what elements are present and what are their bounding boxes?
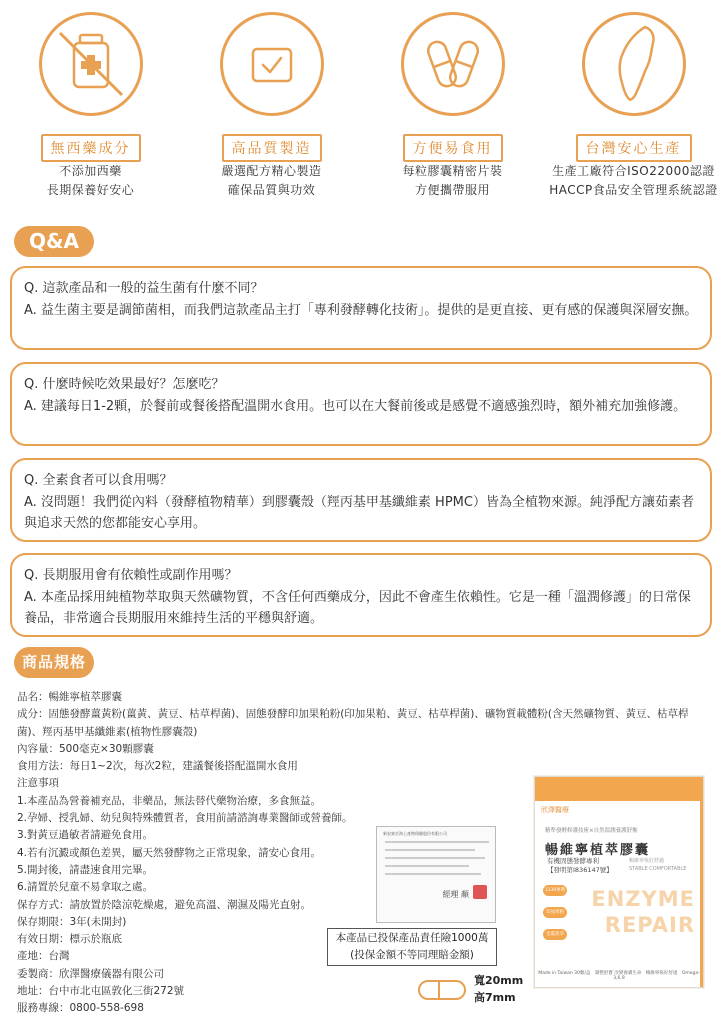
feature-line: 長期保養好安心 (46, 183, 135, 197)
product-tag: 1130專利 (543, 885, 567, 896)
product-tag: 印加果粕 (543, 907, 567, 918)
certificate-line (385, 873, 481, 875)
feature-high-quality (181, 0, 362, 205)
feature-description (543, 162, 724, 200)
product-tag: 金薑黃萃 (543, 929, 567, 940)
spec-note: 3.對黃豆過敏者請避免食用。 (17, 829, 154, 842)
feature-easy-to-take (362, 0, 543, 205)
spec-name: 品名：暢維寧植萃膠囊 (17, 691, 122, 703)
feature-line: 方便攜帶服用 (414, 183, 490, 197)
spec-note: 4.若有沉澱或顏色差異，屬天然發酵物之正常現象，請安心食用。 (17, 846, 322, 859)
quality-check-icon (220, 12, 324, 116)
product-patent (547, 857, 613, 875)
product-patent-line: 有機固態發酵專利 (547, 857, 599, 865)
product-comfort-en: STABLE COMFORTABLE (629, 866, 687, 872)
certificate-line (385, 857, 485, 859)
qa-card (10, 553, 712, 637)
qa-answer: A. 建議每日1-2顆，於餐前或餐後搭配溫開水食用。也可以在大餐前後或是感覺不適感強烈時，額外補充加強修護。 (24, 399, 687, 414)
spec-manufacturer: 委製商：欣澤醫療儀器有限公司 (17, 967, 164, 980)
spec-address: 地址：台中市北屯區敦化三街272號 (17, 985, 185, 998)
qa-card (10, 362, 712, 446)
product-title: 暢維寧植萃膠囊 (545, 843, 651, 858)
feature-description (362, 162, 543, 200)
insurance-certificate-image (376, 826, 496, 923)
product-footer: Made in Taiwan 30顆/盒 調整舒寶 改變養膚生命 暢維寧恢好舒適 Omega-3,6,9 (538, 971, 700, 981)
certificate-line (385, 849, 475, 851)
product-patent-number: 【發明第I836147號】 (547, 866, 613, 874)
feature-made-in-taiwan (543, 0, 724, 205)
feature-description (0, 162, 181, 200)
feature-description (181, 162, 362, 200)
feature-label: 台灣安心生產 (576, 134, 692, 162)
capsule-width: 寬20mm (474, 974, 524, 987)
qa-answer: A. 本產品採用純植物萃取與天然礦物質，不含任何西藥成分，因此不會產生依賴性。它是一種「溫潤修護」的日常保養品，非常適合長期服用來維持生活的平穩與舒適。 (24, 590, 691, 626)
qa-card (10, 458, 712, 542)
feature-label: 高品質製造 (222, 134, 322, 162)
spec-ingredients: 成分：固態發酵薑黃粉(薑黃、黃豆、枯草桿菌)、固態發酵印加果粕粉(印加果粕、黃豆、枯草桿菌)、礦物質載體粉(含天然礦物質、黃豆、枯草桿菌)、羥丙基甲基纖維素(植物性膠囊殼) (17, 708, 689, 738)
feature-line: 確保品質與功效 (227, 183, 316, 197)
feature-no-western-medicine (0, 0, 181, 205)
spec-storage: 保存方式：請放置於陰涼乾燥處，避免高溫、潮濕及陽光直射。 (17, 898, 311, 911)
spec-note: 2.孕婦、授乳婦、幼兒與特殊體質者，食用前請諮詢專業醫師或營養師。 (17, 812, 353, 825)
capsule-icon (401, 12, 505, 116)
certificate-line (385, 865, 469, 867)
product-side-stripe (700, 777, 703, 987)
qa-question: Q. 長期服用會有依賴性或副作用嗎？ (24, 568, 238, 583)
certificate-signature: 經理 顏 (442, 890, 469, 899)
spec-usage: 食用方法：每日1~2次，每次2粒，建議餐後搭配溫開水食用 (17, 760, 298, 773)
capsule-height: 高7mm (474, 991, 516, 1004)
product-big-text: ENZYME (591, 887, 695, 911)
qa-question: Q. 這款產品和一般的益生菌有什麼不同？ (24, 281, 264, 296)
feature-line: HACCP食品安全管理系統認證 (549, 183, 718, 197)
spec-shelf-life: 保存期限：3年(未開封) (17, 915, 127, 928)
spec-expiry: 有效日期：標示於瓶底 (17, 933, 122, 946)
spec-section-title: 商品規格 (14, 647, 94, 678)
product-comfort (629, 857, 686, 873)
insurance-line: 本產品已投保產品責任險1000萬 (335, 932, 489, 944)
certificate-stamp (473, 885, 487, 899)
certificate-header: 新安東京海上產物保險股份有限公司 (383, 831, 447, 836)
feature-line: 生產工廠符合ISO22000認證 (552, 164, 715, 178)
spec-notes-title: 注意事項 (17, 777, 59, 790)
qa-card (10, 266, 712, 350)
product-tagline: 精準發酵修護技術×自然溫潤養護舒衡 (545, 828, 638, 834)
insurance-line: (投保金額不等同理賠金額) (350, 949, 474, 961)
feature-row (0, 0, 724, 205)
spec-hotline: 服務專線：0800-558-698 (17, 1002, 144, 1015)
spec-note: 1.本產品為營養補充品，非藥品，無法替代藥物治療，多食無益。 (17, 794, 322, 807)
certificate-line (385, 841, 489, 843)
product-top-band (535, 777, 703, 801)
product-comfort-line: 暢維寧恢好舒適 (629, 858, 665, 864)
qa-question: Q. 什麼時候吃效果最好？怎麼吃？ (24, 377, 225, 392)
taiwan-map-icon (582, 12, 686, 116)
spec-note: 6.請置於兒童不易拿取之處。 (17, 881, 154, 894)
product-box-image (534, 776, 704, 988)
feature-line: 嚴選配方精心製造 (221, 164, 322, 178)
product-brand: 欣澤醫療 (541, 806, 569, 814)
qa-section-title: Q&A (14, 226, 94, 257)
qa-answer: A. 沒問題！我們從內料（發酵植物精華）到膠囊殼（羥丙基甲基纖維素 HPMC）皆為全植物來源。純淨配方讓茹素者與追求天然的您都能安心享用。 (24, 495, 694, 531)
insurance-note (327, 928, 497, 966)
feature-line: 每粒膠囊精密片裝 (402, 164, 503, 178)
feature-label: 方便易食用 (403, 134, 503, 162)
qa-question: Q. 全素食者可以食用嗎？ (24, 473, 173, 488)
capsule-size-icon (418, 980, 466, 1000)
no-medicine-icon (39, 12, 143, 116)
spec-note: 5.開封後，請盡速食用完畢。 (17, 863, 154, 876)
spec-origin: 產地：台灣 (17, 950, 70, 963)
feature-label: 無西藥成分 (41, 134, 141, 162)
product-big-text: REPAIR (604, 913, 695, 937)
feature-line: 不添加西藥 (59, 164, 122, 178)
qa-answer: A. 益生菌主要是調節菌相，而我們這款產品主打「專利發酵轉化技術」。提供的是更直接、更有感的保護與深層安撫。 (24, 303, 698, 318)
spec-capacity: 內容量：500毫克×30顆膠囊 (17, 742, 154, 755)
